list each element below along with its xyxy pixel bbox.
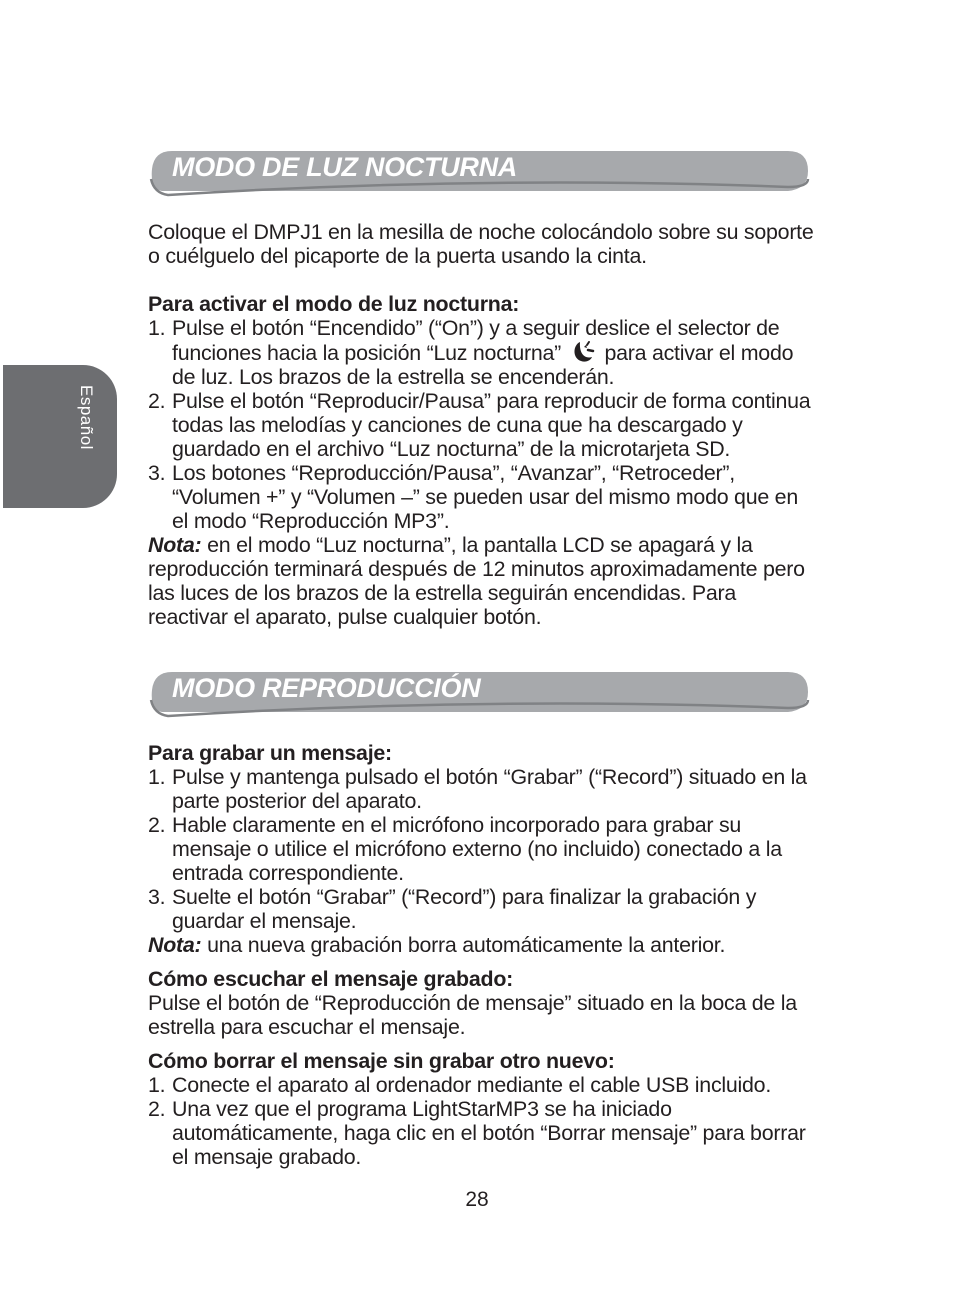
list-item: 2. Una vez que el programa LightStarMP3 se ha iniciado automáticamente, haga clic en el botón “Borrar mensaje” para borrar el mensaje grabado. — [148, 1097, 806, 1169]
activate-heading: Para activar el modo de luz nocturna: — [148, 292, 520, 316]
section-title: MODO REPRODUCCIÓN — [172, 673, 481, 703]
section-night-light-content — [148, 220, 818, 629]
language-tab — [3, 365, 117, 508]
record-heading: Para grabar un mensaje: — [148, 741, 392, 765]
list-item: 2. Pulse el botón “Reproducir/Pausa” para reproducir de forma continua todas las melodías y canciones de cuna que ha descargado y guardado en el archivo “Luz nocturna” de la microtarjeta SD. — [148, 389, 811, 461]
section-playback-content — [148, 741, 818, 1169]
language-tab-label: Español — [77, 385, 96, 450]
delete-steps — [148, 1073, 818, 1169]
note-paragraph: Nota: en el modo “Luz nocturna”, la pantalla LCD se apagará y la reproducción terminará después de 12 minutos aproximadamente pero las luces de los brazos de la estrella seguirán encendidas. Para reactivar el aparato, pulse cualquier botón. — [148, 533, 805, 629]
delete-heading: Cómo borrar el mensaje sin grabar otro nuevo: — [148, 1049, 615, 1073]
list-item: 3. Los botones “Reproducción/Pausa”, “Avanzar”, “Retroceder”, “Volumen +” y “Volumen –” se pueden usar del mismo modo que en el modo “Reproducción MP3”. — [148, 461, 798, 533]
intro-paragraph: Coloque el DMPJ1 en la mesilla de noche colocándolo sobre su soporte o cuélguelo del picaporte de la puerta usando la cinta. — [148, 220, 814, 268]
list-item: 2. Hable claramente en el micrófono incorporado para grabar su mensaje o utilice el micrófono externo (no incluido) conectado a la entrada correspondiente. — [148, 813, 782, 885]
activate-steps — [148, 316, 818, 533]
list-item: 1. Conecte el aparato al ordenador mediante el cable USB incluido. — [148, 1073, 772, 1097]
record-steps — [148, 765, 818, 933]
list-item: 1. Pulse y mantenga pulsado el botón “Grabar” (“Record”) situado en la parte posterior del aparato. — [148, 765, 807, 813]
section-banner-playback — [148, 670, 812, 728]
moon-star-icon — [569, 340, 597, 364]
section-banner-night-light — [148, 149, 812, 207]
list-item: 3. Suelte el botón “Grabar” (“Record”) para finalizar la grabación y guardar el mensaje. — [148, 885, 757, 933]
section-title: MODO DE LUZ NOCTURNA — [172, 152, 517, 182]
listen-heading: Cómo escuchar el mensaje grabado: — [148, 967, 514, 991]
listen-paragraph: Pulse el botón de “Reproducción de mensaje” situado en la boca de la estrella para escuchar el mensaje. — [148, 991, 797, 1039]
list-item: 1. Pulse el botón “Encendido” (“On”) y a seguir deslice el selector de funciones hacia la posición “Luz nocturna” para activar el modo de luz. Los brazos de la estrella se encenderán. — [148, 316, 794, 389]
page-number: 28 — [465, 1188, 489, 1211]
note-paragraph: Nota: una nueva grabación borra automáticamente la anterior. — [148, 933, 726, 957]
